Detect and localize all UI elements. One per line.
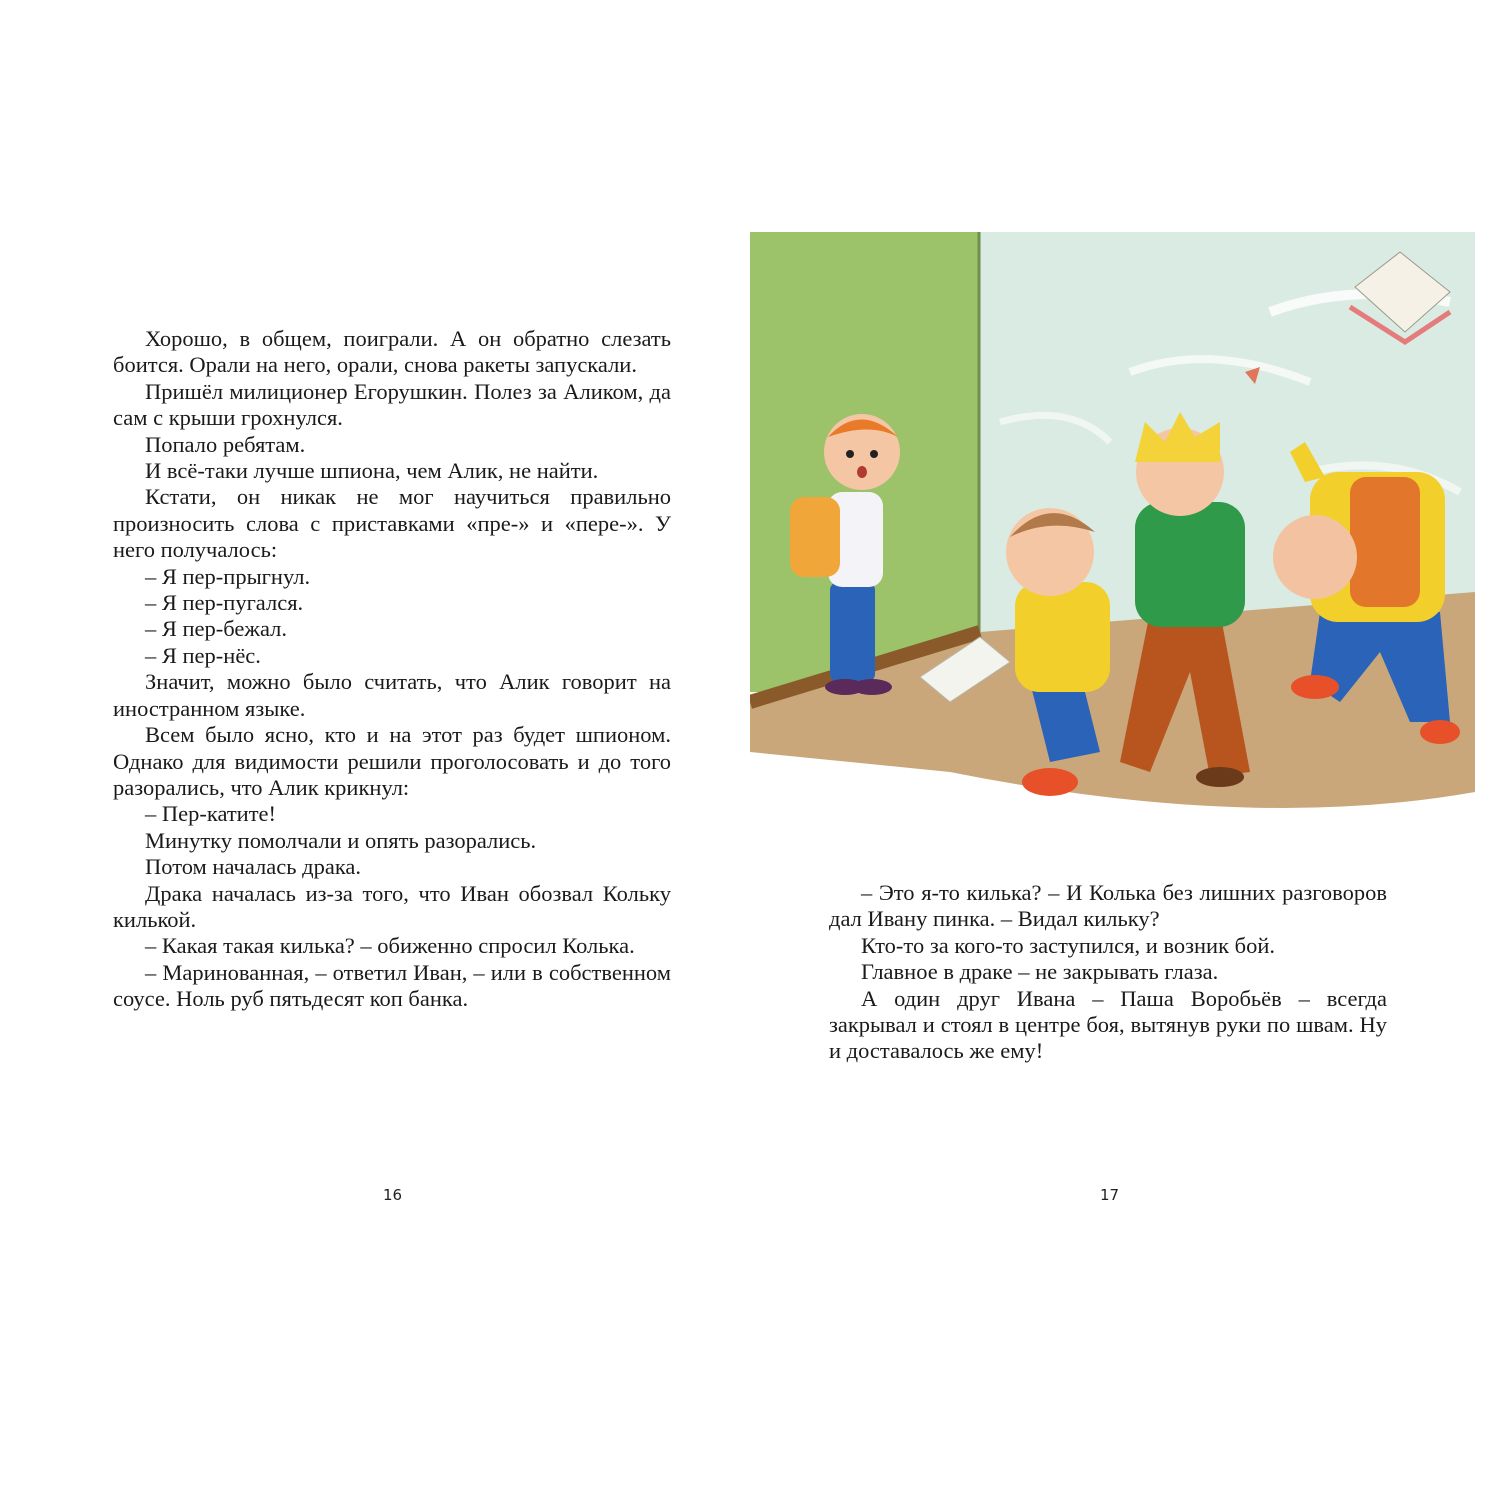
page-number-left: 16 [383,1186,403,1204]
paragraph: – Я пер-прыгнул. [145,563,311,589]
paragraph: Попало ребятам. [145,431,306,457]
paragraph: – Маринованная, – ответил Иван, – или в собственном соусе. Ноль руб пятьдесят коп банка. [113,959,671,1012]
right-page-text [829,880,1387,1065]
paragraph: – Я пер-пугался. [145,590,304,616]
paragraph: Кто-то за кого-то заступился, и возник бой. [861,932,1276,958]
paragraph: Минутку помолчали и опять разорались. [145,827,537,853]
paragraph: Значит, можно было считать, что Алик говорит на иностранном языке. [113,669,671,721]
paragraph: – Пер-катите! [145,801,277,827]
paragraph: Потом началась драка. [145,854,362,880]
paragraph: Драка началась из-за того, что Иван обозвал Кольку килькой. [113,880,671,932]
right-page [750,0,1500,1500]
left-page-text [113,326,671,1013]
paragraph: Хорошо, в общем, поиграли. А он обратно слезать боится. Орали на него, орали, снова ракеты запускали. [113,326,671,378]
paragraph: Всем было ясно, кто и на этот раз будет шпионом. Однако для видимости решили проголосовать и до того разорались, что Алик крикнул: [113,722,671,800]
paragraph: Пришёл милиционер Егорушкин. Полез за Аликом, да сам с крыши грохнулся. [113,378,671,431]
page-number-right: 17 [1100,1186,1120,1204]
paragraph: – Какая такая килька? – обиженно спросил Колька. [145,933,635,959]
paragraph: – Я пер-бежал. [145,616,287,642]
paragraph: – Это я-то килька? – И Колька без лишних разговоров дал Ивану пинка. – Видал кильку? [829,880,1387,932]
paragraph: Кстати, он никак не мог научиться правильно произносить слова с приставками «пре-» и «пере-». У него получалось: [113,484,671,563]
paragraph: И всё-таки лучше шпиона, чем Алик, не найти. [145,458,599,484]
paragraph: А один друг Ивана – Паша Воробьёв – всегда закрывал и стоял в центре боя, вытянув руки по швам. Ну и доставалось же ему! [829,985,1387,1064]
paragraph: Главное в драке – не закрывать глаза. [861,959,1219,985]
paragraph: – Я пер-нёс. [145,642,261,668]
